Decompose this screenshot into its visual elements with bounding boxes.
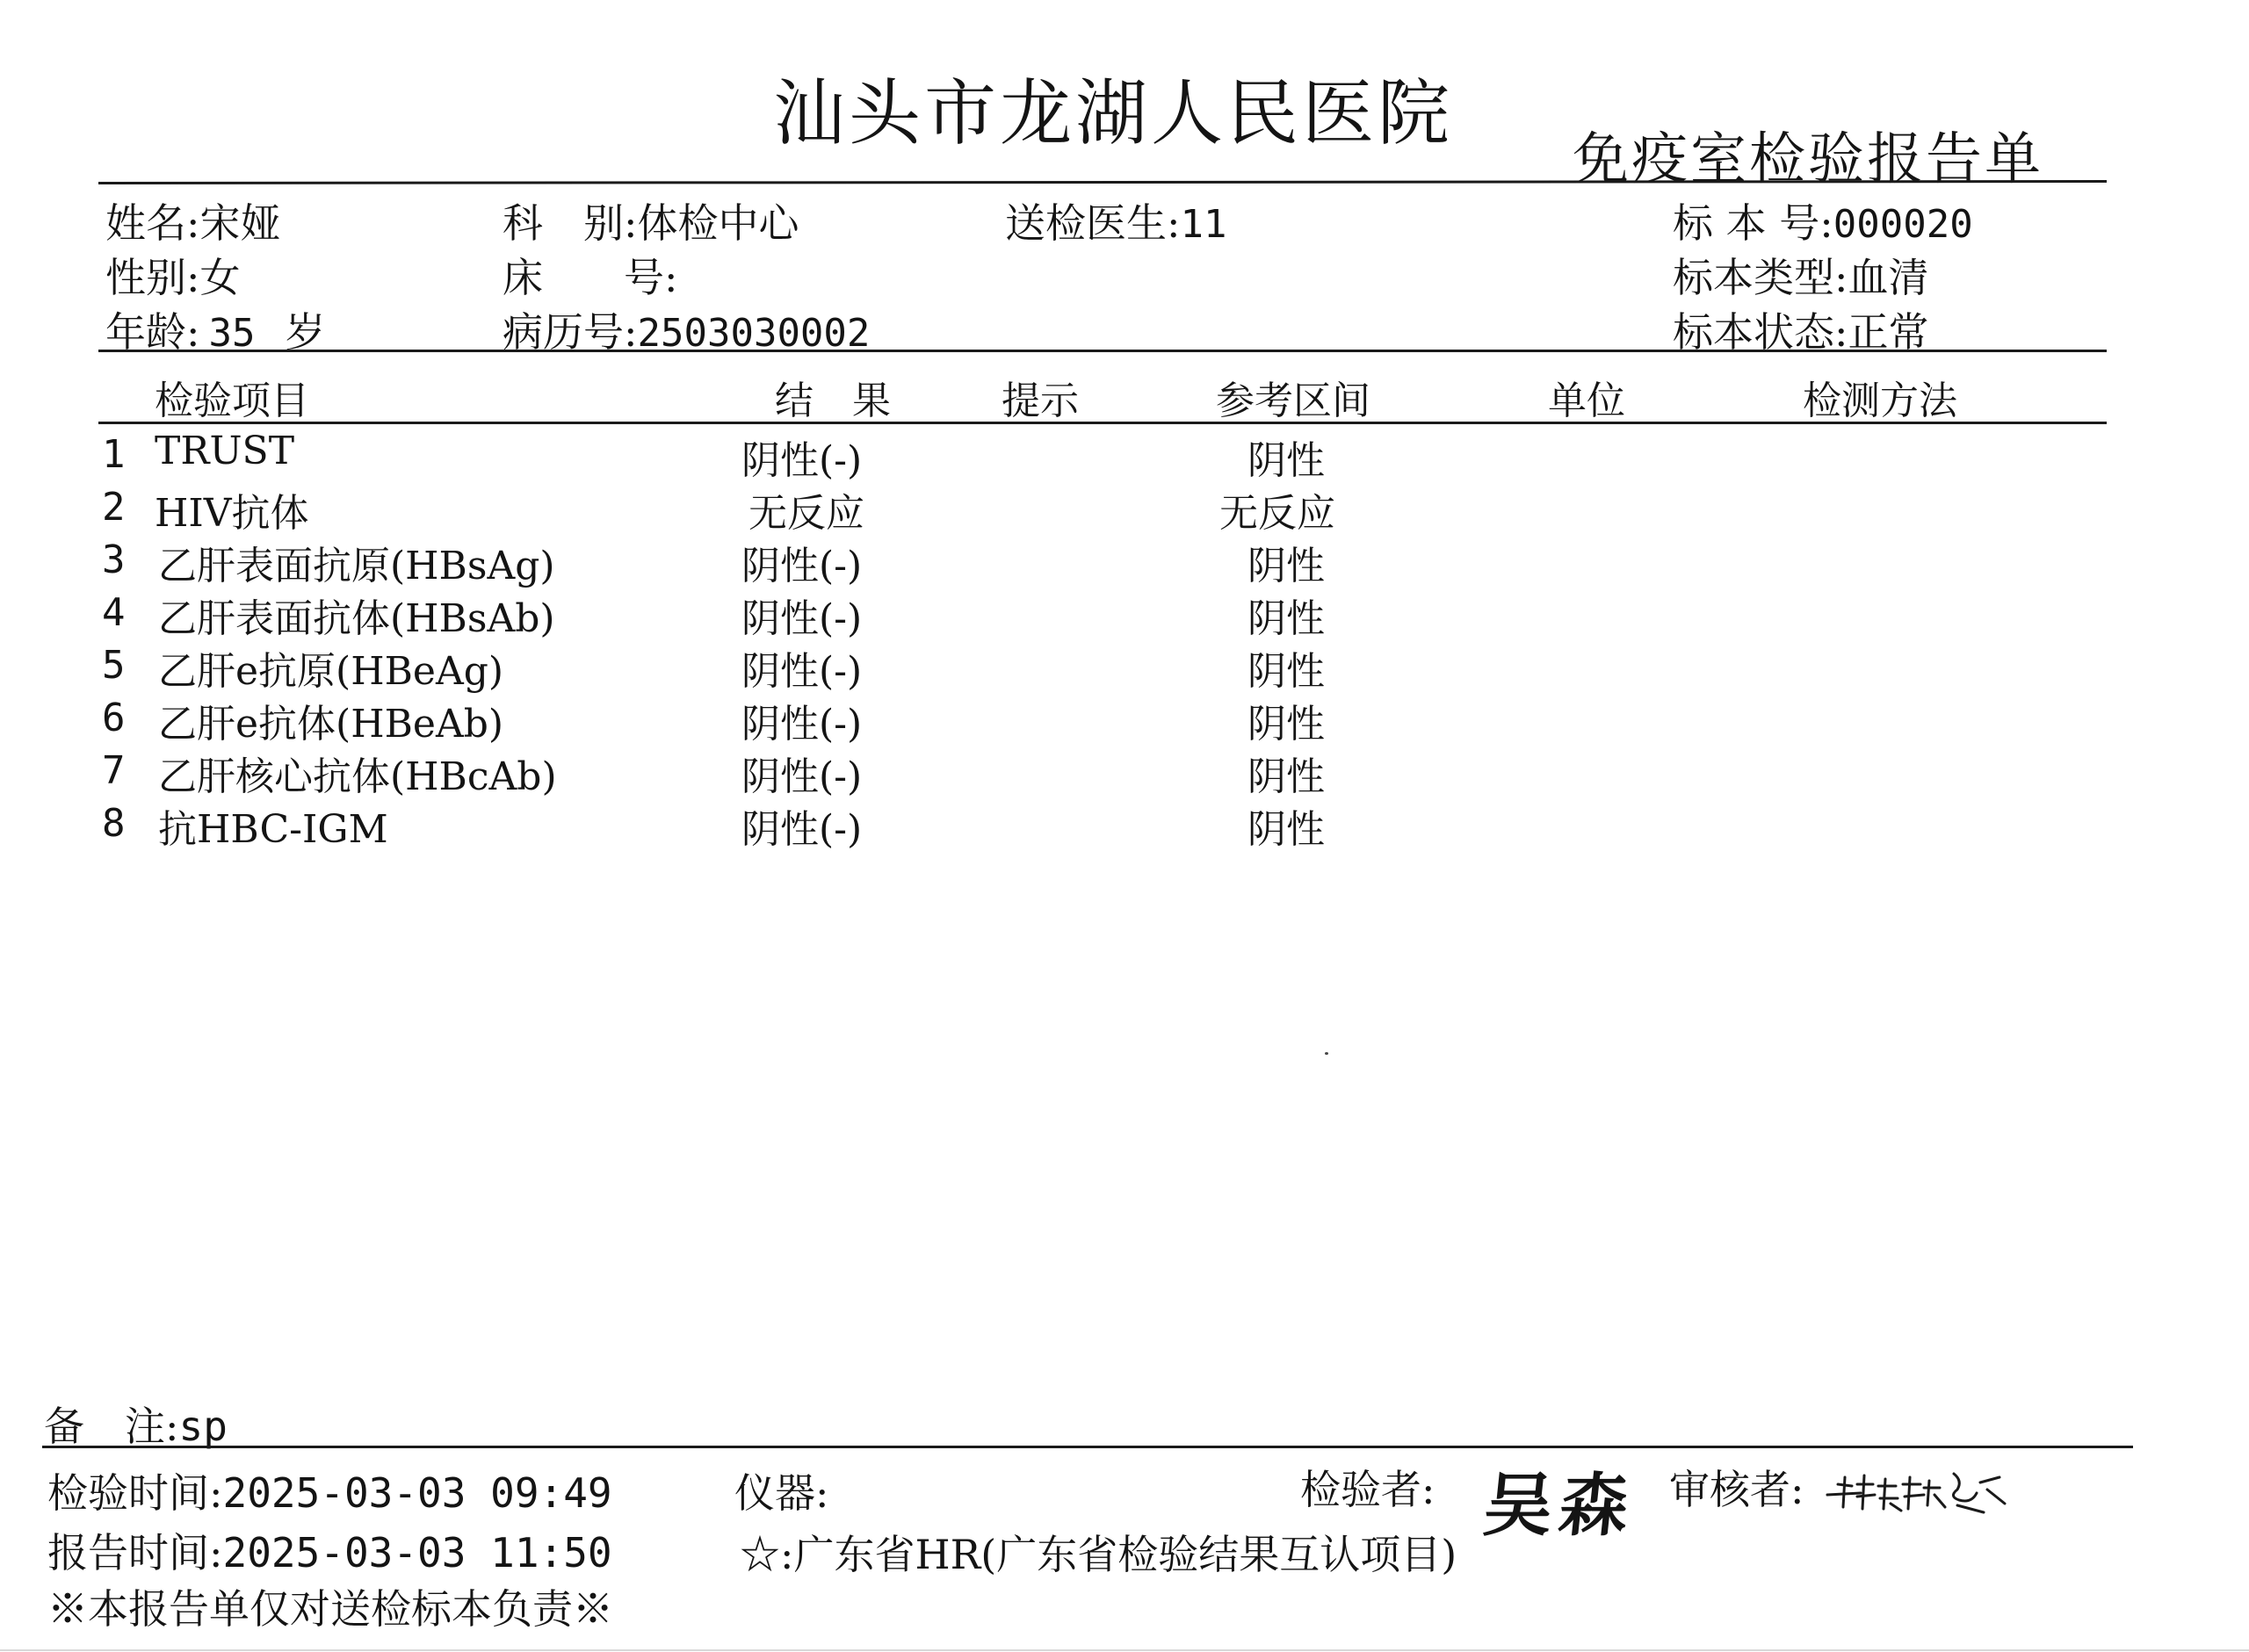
header-method: 检测方法 xyxy=(1803,379,1957,423)
table-row xyxy=(98,692,1416,745)
age-unit: 岁 xyxy=(285,308,326,356)
row-item: 乙肝核心抗体(HBcAb) xyxy=(158,754,557,799)
row-reference: 阴性 xyxy=(1247,754,1325,799)
reviewer-signature xyxy=(1826,1465,2010,1518)
row-number: 8 xyxy=(102,801,126,846)
row-item: 抗HBC-IGM xyxy=(158,807,388,852)
test-time-value: 2025-03-03 09:49 xyxy=(222,1469,612,1517)
row-result: 阴性(-) xyxy=(741,649,863,694)
instrument-label: 仪器: xyxy=(734,1469,829,1517)
header-item: 检验项目 xyxy=(155,379,309,423)
patient-bed xyxy=(503,246,678,304)
row-result: 阴性(-) xyxy=(741,596,863,641)
header-unit: 单位 xyxy=(1548,379,1625,423)
specimen-type-value: 血清 xyxy=(1848,254,1929,301)
disclaimer: ※本报告单仅对送检标本负责※ xyxy=(47,1585,613,1633)
row-item: HIV抗体 xyxy=(155,491,309,536)
table-row xyxy=(98,429,1416,481)
info-divider xyxy=(98,350,2107,352)
row-number: 2 xyxy=(102,485,126,530)
scan-edge xyxy=(0,1649,2249,1651)
name-label: 姓名: xyxy=(105,199,200,247)
specimen-state-value: 正常 xyxy=(1848,308,1929,356)
row-result: 阴性(-) xyxy=(741,807,863,852)
row-number: 3 xyxy=(102,537,126,582)
row-result: 阴性(-) xyxy=(741,754,863,799)
row-number: 6 xyxy=(102,696,126,740)
doctor-value: 11 xyxy=(1180,202,1227,247)
record-label: 病历号: xyxy=(503,308,638,356)
row-number: 1 xyxy=(102,432,126,477)
remark-value: sp xyxy=(178,1403,228,1450)
table-row xyxy=(98,745,1416,797)
header-reference: 参考区间 xyxy=(1216,379,1370,423)
row-item: 乙肝表面抗体(HBsAb) xyxy=(158,596,555,641)
row-reference: 阴性 xyxy=(1247,438,1325,483)
specimen-number xyxy=(1673,191,1973,249)
age-value: 35 xyxy=(208,311,256,356)
tester-signature: 吴森 xyxy=(1479,1466,1640,1546)
specimen-state-label: 标本状态: xyxy=(1673,308,1848,356)
row-reference: 阴性 xyxy=(1247,596,1325,641)
specimen-no-label: 标 本 号: xyxy=(1673,199,1833,247)
dept-label: 科 别: xyxy=(503,199,638,247)
patient-gender xyxy=(105,246,241,304)
report-title: 免疫室检验报告单 xyxy=(1573,127,2043,192)
doctor-label: 送检医生: xyxy=(1005,199,1181,247)
specimen-no-value: 000020 xyxy=(1833,202,1973,247)
reviewer xyxy=(1669,1458,1804,1516)
header-result: 结 果 xyxy=(775,379,891,423)
row-number: 4 xyxy=(102,590,126,635)
patient-dept xyxy=(503,191,799,249)
tester-label: 检验者: xyxy=(1300,1466,1435,1513)
gender-value: 女 xyxy=(199,254,241,301)
table-row xyxy=(98,587,1416,639)
report-time-label: 报告时间: xyxy=(47,1529,223,1576)
scan-speck xyxy=(1325,1052,1328,1055)
test-time-label: 检验时间: xyxy=(47,1469,223,1517)
row-number: 7 xyxy=(102,748,126,793)
header-divider xyxy=(98,422,2107,424)
row-reference: 阴性 xyxy=(1247,544,1325,588)
row-reference: 阴性 xyxy=(1247,807,1325,852)
report-time xyxy=(47,1521,612,1579)
row-result: 无反应 xyxy=(748,491,864,536)
hospital-name: 汕头市龙湖人民医院 xyxy=(773,72,1454,155)
specimen-type-label: 标本类型: xyxy=(1673,254,1848,301)
instrument xyxy=(734,1461,829,1519)
table-row xyxy=(98,797,1416,850)
dept-value: 体检中心 xyxy=(637,199,799,247)
row-reference: 无反应 xyxy=(1219,491,1335,536)
test-time xyxy=(47,1461,612,1519)
row-result: 阴性(-) xyxy=(741,438,863,483)
patient-name xyxy=(105,191,281,249)
row-item: 乙肝e抗原(HBeAg) xyxy=(158,649,504,694)
name-value: 宋娅 xyxy=(199,199,281,247)
table-row xyxy=(98,534,1416,587)
row-result: 阴性(-) xyxy=(741,702,863,747)
remark-label: 备 注: xyxy=(44,1403,179,1450)
header-hint: 提示 xyxy=(1002,379,1079,423)
tester xyxy=(1300,1458,1435,1516)
row-item: 乙肝e抗体(HBeAb) xyxy=(158,702,504,747)
star-note: ☆:广东省HR(广东省检验结果互认项目) xyxy=(740,1531,1457,1578)
age-label: 年龄: xyxy=(105,308,200,356)
footer-divider xyxy=(42,1446,2133,1448)
row-item: 乙肝表面抗原(HBsAg) xyxy=(158,544,555,588)
remark xyxy=(44,1395,228,1453)
row-reference: 阴性 xyxy=(1247,702,1325,747)
record-value: 2503030002 xyxy=(637,311,871,356)
row-result: 阴性(-) xyxy=(741,544,863,588)
bed-label: 床 号: xyxy=(503,254,678,301)
specimen-type xyxy=(1673,246,1929,304)
reviewer-label: 审核者: xyxy=(1669,1466,1804,1513)
table-row xyxy=(98,481,1416,534)
sending-doctor xyxy=(1005,191,1226,249)
row-item: TRUST xyxy=(155,429,295,473)
gender-label: 性别: xyxy=(105,254,200,301)
row-reference: 阴性 xyxy=(1247,649,1325,694)
table-row xyxy=(98,639,1416,692)
report-time-value: 2025-03-03 11:50 xyxy=(222,1529,612,1576)
row-number: 5 xyxy=(102,643,126,688)
